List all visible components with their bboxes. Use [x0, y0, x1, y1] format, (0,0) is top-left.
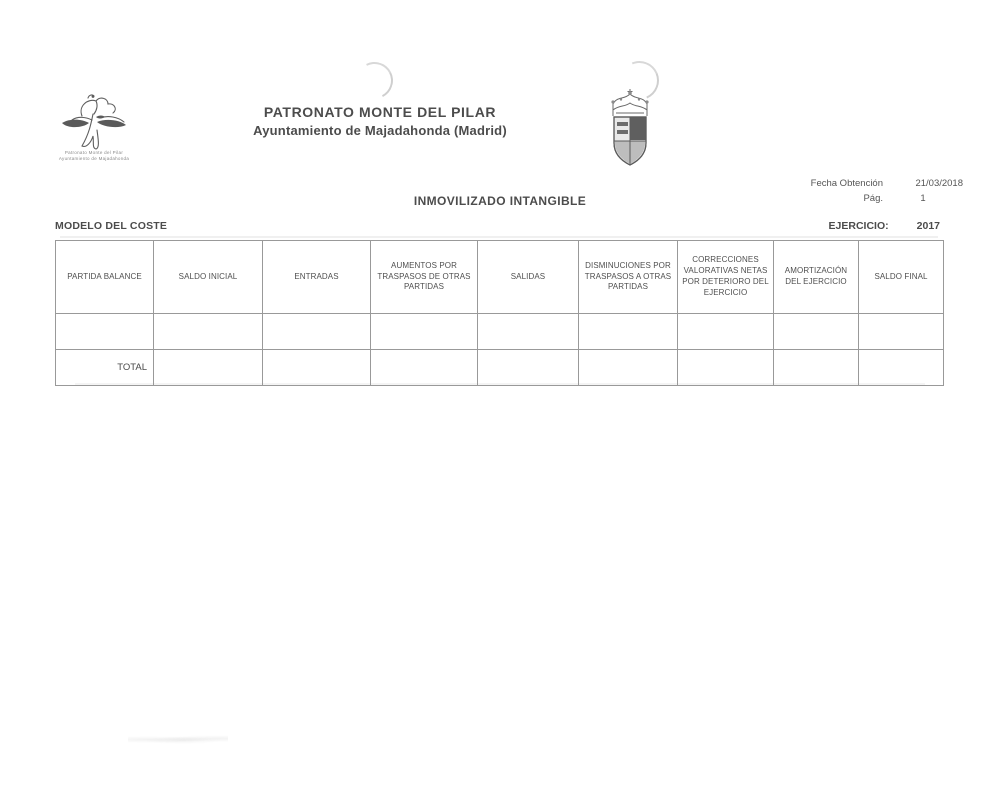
table-cell — [859, 350, 944, 386]
logo-caption — [44, 150, 144, 163]
column-header-disminuciones-traspasos: DISMINUCIONES POR TRASPASOS A OTRAS PARTIDAS — [579, 241, 678, 314]
column-header-partida-balance: PARTIDA BALANCE — [56, 241, 154, 314]
table-cell — [263, 350, 371, 386]
column-header-correcciones-valorativas: CORRECCIONES VALORATIVAS NETAS POR DETERIORO DEL EJERCICIO — [678, 241, 774, 314]
model-label: MODELO DEL COSTE — [55, 220, 168, 232]
patronato-logo-icon — [52, 94, 134, 152]
page-number: 1 — [920, 192, 926, 204]
ejercicio-value: 2017 — [916, 220, 940, 232]
header-row — [56, 241, 944, 314]
table-cell — [678, 350, 774, 386]
table-cell — [774, 350, 859, 386]
column-header-aumentos-traspasos: AUMENTOS POR TRASPASOS DE OTRAS PARTIDAS — [371, 241, 478, 314]
column-header-salidas: SALIDAS — [478, 241, 579, 314]
table-cell — [154, 314, 263, 350]
table-cell — [859, 314, 944, 350]
coat-of-arms-icon — [607, 88, 653, 168]
fecha-obtencion-row — [793, 177, 963, 192]
table-cell — [371, 314, 478, 350]
report-title: INMOVILIZADO INTANGIBLE — [413, 194, 587, 208]
column-header-entradas: ENTRADAS — [263, 241, 371, 314]
total-label-cell: TOTAL — [56, 350, 154, 386]
table-cell — [478, 314, 579, 350]
column-header-saldo-inicial: SALDO INICIAL — [154, 241, 263, 314]
logo-caption-line1: Patronato Monte del Pilar — [64, 150, 124, 155]
table-cell — [263, 314, 371, 350]
logo-caption-line2: Ayuntamiento de Majadahonda — [58, 156, 130, 162]
fecha-obtencion-value: 21/03/2018 — [915, 178, 963, 189]
table-cell — [678, 314, 774, 350]
table-cell — [579, 350, 678, 386]
column-header-saldo-final: SALDO FINAL — [859, 241, 944, 314]
punch-hole-artifact — [351, 57, 398, 104]
ejercicio-label: EJERCICIO: — [828, 220, 889, 232]
inmovilizado-table — [55, 240, 944, 386]
table-cell — [774, 314, 859, 350]
table-cell — [579, 314, 678, 350]
column-header-amortizacion: AMORTIZACIÓN DEL EJERCICIO — [774, 241, 859, 314]
fecha-obtencion-label: Fecha Obtención — [810, 178, 883, 189]
table-cell — [56, 314, 154, 350]
table-cell — [478, 350, 579, 386]
org-name: PATRONATO MONTE DEL PILAR — [263, 104, 497, 120]
page-label: Pág. — [863, 192, 883, 204]
ejercicio-row — [829, 220, 940, 232]
scan-streak — [60, 236, 938, 238]
scan-smudge — [128, 735, 228, 744]
table-cell — [154, 350, 263, 386]
total-row — [56, 350, 944, 386]
org-header — [228, 104, 532, 138]
org-subtitle: Ayuntamiento de Majadahonda (Madrid) — [253, 123, 507, 138]
table-row — [56, 314, 944, 350]
table-cell — [371, 350, 478, 386]
